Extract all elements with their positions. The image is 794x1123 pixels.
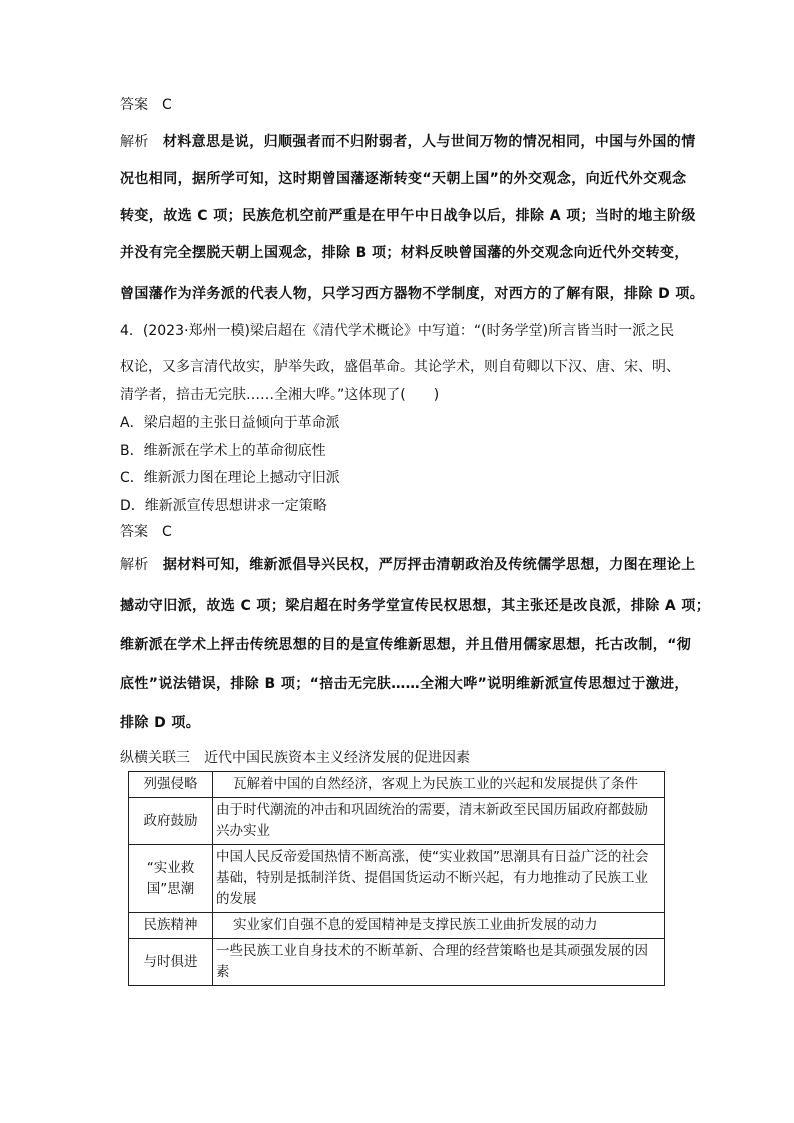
row-value: 中国人民反帝爱国热情不断高涨，使“实业救国”思潮具有日益广泛的社会基础，特别是抵制洋货、提倡国货运动不断兴起，有力地推动了民族工业的发展: [213, 845, 665, 913]
q3-analysis-line-1: [120, 133, 696, 151]
row-value: 实业家们自强不息的爱国精神是支撑民族工业曲折发展的动力: [213, 913, 665, 939]
q4-analysis-line-4: 底性”说法错误，排除 B 项；“掊击无完肤……全湘大哗”说明维新派宣传思想过于激进，: [120, 676, 689, 692]
q3-analysis-line-3: 转变，故选 C 项；民族危机空前严重是在甲午中日战争以后，排除 A 项；当时的地主阶级: [120, 208, 696, 224]
section-title: 纵横关联三 近代中国民族资本主义经济发展的促进因素: [120, 750, 470, 766]
q4-stem-line-3: 清学者，掊击无完肤……全湘大哗。”这体现了( ): [120, 387, 440, 403]
q3-analysis-text-1: 材料意思是说，归顺强者而不归附弱者，人与世间万物的情况相同，中国与外国的情: [162, 134, 696, 150]
row-key: 政府鼓励: [129, 798, 213, 845]
row-value: 瓦解着中国的自然经济，客观上为民族工业的兴起和发展提供了条件: [213, 772, 665, 798]
row-key: 民族精神: [129, 913, 213, 939]
q4-answer-line: [120, 523, 172, 541]
table-row: [129, 845, 665, 913]
row-key: “实业救国”思潮: [129, 845, 213, 913]
factors-table: [128, 771, 665, 986]
q4-option-a: A．梁启超的主张日益倾向于革命派: [120, 415, 340, 431]
table-row: [129, 913, 665, 939]
q4-analysis-line-1: [120, 556, 696, 574]
table-row: [129, 772, 665, 798]
q3-analysis-label: 解析: [120, 134, 149, 150]
q4-stem-line-2: 权论，又多言清代故实，胪举失政，盛倡革命。其论学术，则自荀卿以下汉、唐、宋、明、: [120, 359, 680, 375]
q4-stem-line-1: 4．(2023·郑州一模)梁启超在《清代学术概论》中写道：“(时务学堂)所言皆当时一派之民: [120, 323, 675, 339]
q3-answer-label: 答案: [120, 97, 148, 113]
q4-analysis-line-2: 撼动守旧派，故选 C 项；梁启超在时务学堂宣传民权思想，其主张还是改良派，排除 A 项；: [120, 598, 711, 614]
row-value: 一些民族工业自身技术的不断革新、合理的经营策略也是其顽强发展的因素: [213, 939, 665, 986]
row-key: 列强侵略: [129, 772, 213, 798]
q4-option-b: B．维新派在学术上的革命彻底性: [120, 443, 326, 459]
row-value: 由于时代潮流的冲击和巩固统治的需要，清末新政至民国历届政府都鼓励兴办实业: [213, 798, 665, 845]
table-row: [129, 798, 665, 845]
q3-analysis-line-2: 况也相同，据所学可知，这时期曾国藩逐渐转变“天朝上国”的外交观念，向近代外交观念: [120, 171, 687, 187]
q4-answer-value: C: [162, 524, 172, 540]
q4-analysis-text-1: 据材料可知，维新派倡导兴民权，严厉抨击清朝政治及传统儒学思想，力图在理论上: [162, 557, 696, 573]
q4-analysis-line-5: 排除 D 项。: [120, 715, 201, 731]
q3-analysis-line-4: 并没有完全摆脱天朝上国观念，排除 B 项；材料反映曾国藩的外交观念向近代外交转变，: [120, 245, 689, 261]
q4-analysis-line-3: 维新派在学术上抨击传统思想的目的是宣传维新思想，并且借用儒家思想，托古改制，“彻: [120, 637, 692, 653]
q4-option-d: D．维新派宣传思想讲求一定策略: [120, 498, 327, 514]
q4-option-c: C．维新派力图在理论上撼动守旧派: [120, 470, 340, 486]
q3-analysis-line-5: 曾国藩作为洋务派的代表人物，只学习西方器物不学制度，对西方的了解有限，排除 D 项。: [120, 286, 705, 302]
q3-answer-value: C: [162, 97, 172, 113]
q3-answer-line: [120, 96, 172, 114]
q4-answer-label: 答案: [120, 524, 148, 540]
table-row: [129, 939, 665, 986]
row-key: 与时俱进: [129, 939, 213, 986]
q4-analysis-label: 解析: [120, 557, 149, 573]
